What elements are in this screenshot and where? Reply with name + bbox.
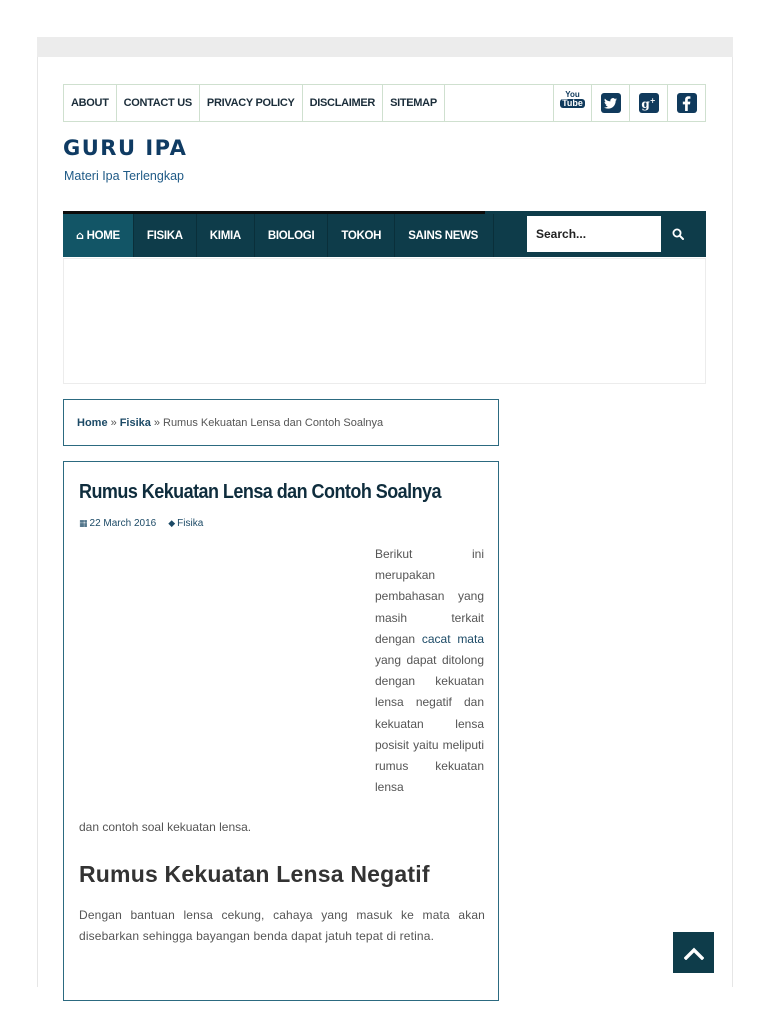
top-menu-disclaimer[interactable]: DISCLAIMER: [303, 85, 383, 121]
page-border-right: [732, 57, 733, 987]
chevron-up-icon: [684, 946, 704, 960]
youtube-link[interactable]: [554, 85, 592, 121]
post-article: [63, 461, 499, 1001]
post-section-heading: Rumus Kekuatan Lensa Negatif: [79, 861, 430, 887]
post-date-text: 22 March 2016: [89, 518, 157, 529]
search-input[interactable]: Search...: [527, 216, 661, 252]
home-icon: ⌂: [76, 229, 84, 242]
top-menu-about[interactable]: ABOUT: [64, 85, 117, 121]
facebook-icon: [677, 93, 697, 113]
tag-icon: ◆: [168, 519, 176, 529]
post-intro-before: Berikut ini merupakan pembahasan yang masih terkait dengan: [375, 547, 484, 646]
nav-item-biologi[interactable]: BIOLOGI: [255, 214, 328, 257]
twitter-link[interactable]: [592, 85, 630, 121]
google-plus-link[interactable]: [630, 85, 668, 121]
twitter-icon: [601, 93, 621, 113]
top-menu-sitemap[interactable]: SITEMAP: [383, 85, 445, 121]
youtube-icon-tube: Tube: [562, 98, 583, 108]
post-intro-after: yang dapat ditolong dengan kekuatan lensa negatif dan kekuatan lensa posisit yaitu meliputi rumus kekuatan lensa: [375, 653, 484, 795]
nav-item-kimia[interactable]: KIMIA: [197, 214, 255, 257]
breadcrumb-home[interactable]: Home: [77, 416, 108, 429]
breadcrumb-separator: »: [153, 416, 160, 429]
top-menu-privacy-policy[interactable]: PRIVACY POLICY: [200, 85, 303, 121]
nav-item-sains-news[interactable]: SAINS NEWS: [395, 214, 494, 257]
post-category-text: Fisika: [177, 518, 204, 529]
breadcrumb-separator: »: [110, 416, 117, 429]
back-to-top-button[interactable]: [673, 932, 714, 973]
post-date: [79, 518, 156, 529]
post-title: Rumus Kekuatan Lensa dan Contoh Soalnya: [79, 481, 442, 503]
nav-item-home[interactable]: [63, 214, 134, 257]
youtube-icon: [562, 90, 584, 116]
youtube-icon-you: You: [565, 90, 580, 99]
nav-item-home-label: HOME: [86, 229, 120, 242]
site-tagline: Materi Ipa Terlengkap: [64, 169, 184, 183]
post-intro-continued: dan contoh soal kekuatan lensa.: [79, 820, 252, 834]
top-menu-spacer: [445, 85, 554, 121]
breadcrumb: [63, 399, 499, 446]
page-border-left: [37, 57, 38, 987]
post-paragraph: Dengan bantuan lensa cekung, cahaya yang masuk ke mata akan disebarkan sehingga bayangan benda dapat jatuh tepat di retina.: [79, 908, 485, 943]
site-title[interactable]: GURU IPA: [63, 136, 188, 160]
top-menu: [63, 84, 706, 122]
main-nav: [63, 211, 706, 257]
breadcrumb-current: Rumus Kekuatan Lensa dan Contoh Soalnya: [163, 416, 384, 429]
post-intro: [375, 544, 484, 798]
calendar-icon: ▦: [79, 519, 88, 529]
facebook-link[interactable]: [668, 85, 705, 121]
top-gray-bar: [37, 37, 733, 57]
search-icon: [672, 228, 684, 240]
google-plus-icon: g+: [639, 93, 659, 113]
post-meta: [79, 518, 203, 529]
post-intro-link[interactable]: cacat mata: [421, 631, 484, 646]
nav-item-tokoh[interactable]: TOKOH: [328, 214, 395, 257]
search-button[interactable]: [661, 216, 695, 252]
breadcrumb-category[interactable]: Fisika: [119, 416, 151, 429]
ad-banner-area: [63, 258, 706, 384]
post-category[interactable]: [168, 518, 203, 529]
nav-item-fisika[interactable]: FISIKA: [134, 214, 197, 257]
top-menu-contact-us[interactable]: CONTACT US: [117, 85, 200, 121]
